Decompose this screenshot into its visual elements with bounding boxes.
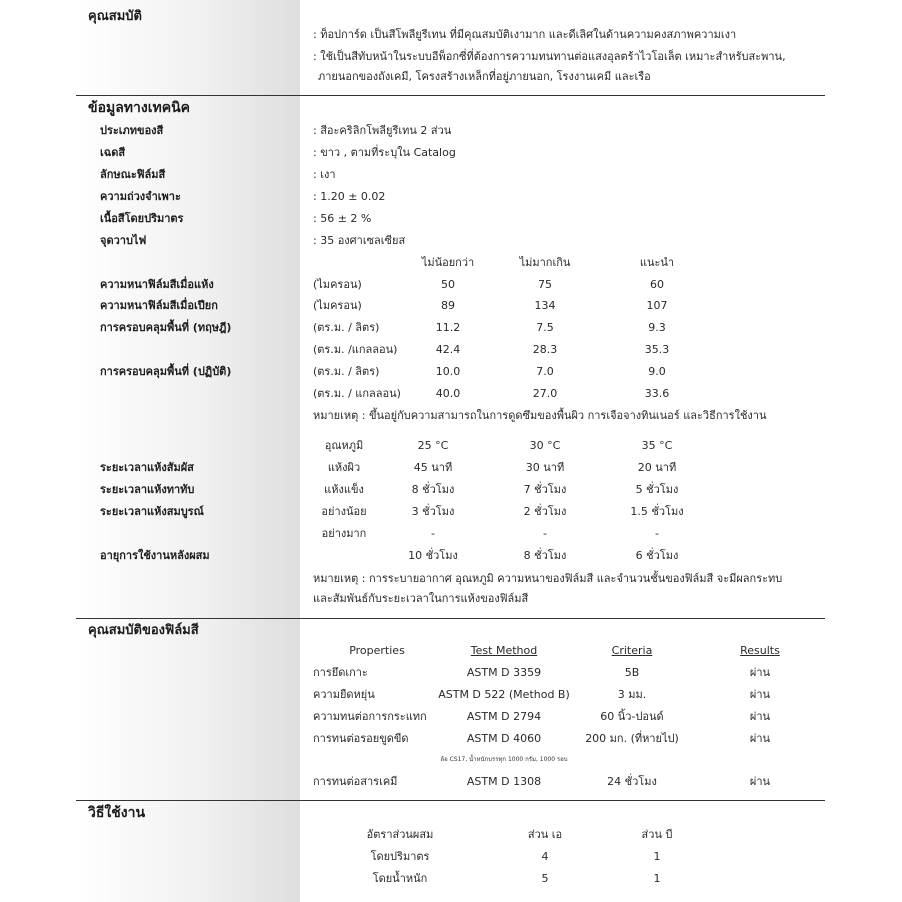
fp-property: การทนต่อรอยขูดขีด bbox=[313, 732, 409, 745]
film-row-value: 11.2 bbox=[435, 321, 461, 334]
film-row-value: 40.0 bbox=[435, 387, 461, 400]
film-row-unit: (ไมครอน) bbox=[313, 278, 362, 291]
dry-row-value: - bbox=[543, 527, 547, 540]
spec-label: ประเภทของสี bbox=[100, 124, 164, 137]
fp-property: การทนต่อสารเคมี bbox=[313, 775, 398, 788]
spec-value: : 35 องศาเซลเซียส bbox=[313, 234, 406, 247]
dry-row-value: - bbox=[431, 527, 435, 540]
fp-property: ความทนต่อการกระแทก bbox=[313, 710, 427, 723]
dry-row-value: 5 ชั่วโมง bbox=[635, 483, 679, 496]
fp-criteria: 60 นิ้ว-ปอนด์ bbox=[600, 710, 664, 723]
film-row-value: 10.0 bbox=[435, 365, 461, 378]
fp-result: ผ่าน bbox=[749, 732, 771, 745]
film-row-value: 50 bbox=[441, 278, 455, 291]
fp-header-results: Results bbox=[740, 644, 780, 657]
film-row-value: 42.4 bbox=[435, 343, 461, 356]
film-row-value: 134 bbox=[534, 299, 556, 312]
fp-method: ASTM D 522 (Method B) bbox=[438, 688, 570, 701]
film-row-value: 7.0 bbox=[536, 365, 554, 378]
film-row-unit: (ตร.ม. / แกลลอน) bbox=[313, 387, 401, 400]
fp-result: ผ่าน bbox=[749, 688, 771, 701]
dry-row-value: 1.5 ชั่วโมง bbox=[630, 505, 684, 518]
fp-method: ASTM D 1308 bbox=[466, 775, 542, 788]
temp-value: 30 °C bbox=[529, 439, 561, 452]
fp-result: ผ่าน bbox=[749, 775, 771, 788]
section-divider bbox=[76, 618, 825, 619]
fp-header-method: Test Method bbox=[470, 644, 538, 657]
spec-label: ความถ่วงจำเพาะ bbox=[100, 190, 181, 203]
spec-value: : 56 ± 2 % bbox=[313, 212, 372, 225]
mix-ratio-label: อัตราส่วนผสม bbox=[366, 828, 434, 841]
pot-life-value: 10 ชั่วโมง bbox=[408, 549, 458, 562]
film-row-value: 27.0 bbox=[532, 387, 558, 400]
spec-value: : ขาว , ตามที่ระบุใน Catalog bbox=[313, 146, 456, 159]
properties-line: : ท็อปการ์ด เป็นสีโพลียูรีเทน ที่มีคุณสมบัติเงามาก และดีเลิศในด้านความคงสภาพความเงา bbox=[313, 28, 737, 41]
dry-row-value: 30 นาที bbox=[525, 461, 565, 474]
section-divider bbox=[76, 800, 825, 801]
properties-line: ภายนอกของถังเคมี, โครงสร้างเหล็กที่อยู่ภายนอก, โรงงานเคมี และเรือ bbox=[318, 70, 651, 83]
dry-row-value: 3 ชั่วโมง bbox=[411, 505, 455, 518]
fp-method: ASTM D 4060 bbox=[466, 732, 542, 745]
drying-note: หมายเหตุ : การระบายอากาศ อุณหภูมิ ความหนาของฟิล์มสี และจำนวนชั้นของฟิล์มสี จะมีผลกระทบ bbox=[313, 572, 783, 585]
film-row-label: การครอบคลุมพื้นที่ (ปฏิบัติ) bbox=[100, 365, 232, 378]
fp-header-properties: Properties bbox=[349, 644, 405, 657]
dry-row-value: 8 ชั่วโมง bbox=[411, 483, 455, 496]
fp-property: ความยืดหยุ่น bbox=[313, 688, 375, 701]
film-row-value: 9.3 bbox=[648, 321, 666, 334]
film-row-value: 75 bbox=[538, 278, 552, 291]
dry-row-sub: แห้งผิว bbox=[327, 461, 361, 474]
coverage-note: หมายเหตุ : ขึ้นอยู่กับความสามารถในการดูดซึมของพื้นผิว การเจือจางทินเนอร์ และวิธีการใช้งาน bbox=[313, 409, 767, 422]
fp-criteria: 200 มก. (ที่หายไป) bbox=[585, 732, 679, 745]
fp-result: ผ่าน bbox=[749, 710, 771, 723]
film-col-header: แนะนำ bbox=[639, 256, 675, 269]
film-row-value: 28.3 bbox=[532, 343, 558, 356]
mix-row-label: โดยน้ำหนัก bbox=[372, 872, 428, 885]
fp-criteria: 5B bbox=[624, 666, 640, 679]
mix-col-b: ส่วน บี bbox=[641, 828, 673, 841]
film-row-value: 107 bbox=[646, 299, 668, 312]
mix-row-a: 5 bbox=[541, 872, 549, 885]
section-divider bbox=[76, 95, 825, 96]
spec-value: : เงา bbox=[313, 168, 336, 181]
mix-row-label: โดยปริมาตร bbox=[370, 850, 430, 863]
properties-title: คุณสมบัติ bbox=[88, 9, 142, 24]
film-col-header: ไม่น้อยกว่า bbox=[421, 256, 475, 269]
fp-method: ASTM D 2794 bbox=[466, 710, 542, 723]
dry-row-value: 45 นาที bbox=[413, 461, 453, 474]
fp-property: การยึดเกาะ bbox=[313, 666, 368, 679]
spec-value: : 1.20 ± 0.02 bbox=[313, 190, 386, 203]
film-row-unit: (ตร.ม. / ลิตร) bbox=[313, 321, 380, 334]
film-row-value: 9.0 bbox=[648, 365, 666, 378]
dry-row-sub: แห้งแข็ง bbox=[324, 483, 364, 496]
mix-row-b: 1 bbox=[653, 872, 661, 885]
technical-title: ข้อมูลทางเทคนิค bbox=[88, 100, 191, 116]
film-row-value: 33.6 bbox=[644, 387, 670, 400]
film-col-header: ไม่มากเกิน bbox=[519, 256, 571, 269]
dry-row-label: ระยะเวลาแห้งสมบูรณ์ bbox=[100, 505, 204, 518]
pot-life-value: 8 ชั่วโมง bbox=[523, 549, 567, 562]
drying-note: และสัมพันธ์กับระยะเวลาในการแห้งของฟิล์มสี bbox=[313, 592, 529, 605]
fp-header-criteria: Criteria bbox=[611, 644, 653, 657]
spec-label: ลักษณะฟิล์มสี bbox=[100, 168, 166, 181]
dry-row-value: 20 นาที bbox=[637, 461, 677, 474]
fp-criteria: 3 มม. bbox=[617, 688, 647, 701]
fp-method: ASTM D 3359 bbox=[466, 666, 542, 679]
properties-line: : ใช้เป็นสีทับหน้าในระบบอีพ็อกซี่ที่ต้องการความทนทานต่อแสงอุลตร้าไวโอเล็ต เหมาะสำหรับสะพาน, bbox=[313, 50, 786, 63]
spec-label: เฉดสี bbox=[100, 146, 126, 159]
temp-label: อุณหภูมิ bbox=[324, 439, 364, 452]
dry-row-value: - bbox=[655, 527, 659, 540]
film-row-unit: (ตร.ม. /แกลลอน) bbox=[313, 343, 398, 356]
film-row-value: 89 bbox=[441, 299, 455, 312]
dry-row-value: 7 ชั่วโมง bbox=[523, 483, 567, 496]
fp-result: ผ่าน bbox=[749, 666, 771, 679]
spec-label: เนื้อสีโดยปริมาตร bbox=[100, 212, 184, 225]
mix-row-a: 4 bbox=[541, 850, 549, 863]
film-row-label: ความหนาฟิล์มสีเมื่อแห้ง bbox=[100, 278, 214, 291]
mix-row-b: 1 bbox=[653, 850, 661, 863]
dry-row-value: 2 ชั่วโมง bbox=[523, 505, 567, 518]
pot-life-label: อายุการใช้งานหลังผสม bbox=[100, 549, 210, 562]
film-properties-title: คุณสมบัติของฟิล์มสี bbox=[88, 623, 199, 638]
fp-criteria: 24 ชั่วโมง bbox=[607, 775, 657, 788]
film-row-value: 7.5 bbox=[536, 321, 554, 334]
film-row-value: 60 bbox=[650, 278, 664, 291]
temp-value: 25 °C bbox=[417, 439, 449, 452]
dry-row-label: ระยะเวลาแห้งสัมผัส bbox=[100, 461, 194, 474]
film-row-label: การครอบคลุมพื้นที่ (ทฤษฎี) bbox=[100, 321, 232, 334]
dry-row-label: ระยะเวลาแห้งทาทับ bbox=[100, 483, 195, 496]
usage-title: วิธีใช้งาน bbox=[88, 805, 146, 821]
temp-value: 35 °C bbox=[641, 439, 673, 452]
mix-col-a: ส่วน เอ bbox=[527, 828, 563, 841]
abrasion-note: ล้อ CS17, น้ำหนักบรรทุก 1000 กรัม, 1000 รอบ bbox=[440, 756, 568, 763]
spec-value: : สีอะคริลิกโพลียูรีเทน 2 ส่วน bbox=[313, 124, 452, 137]
pot-life-value: 6 ชั่วโมง bbox=[635, 549, 679, 562]
spec-label: จุดวาบไฟ bbox=[100, 234, 147, 247]
film-row-label: ความหนาฟิล์มสีเมื่อเปียก bbox=[100, 299, 218, 312]
dry-row-sub: อย่างมาก bbox=[321, 527, 367, 540]
film-row-value: 35.3 bbox=[644, 343, 670, 356]
film-row-unit: (ไมครอน) bbox=[313, 299, 362, 312]
film-row-unit: (ตร.ม. / ลิตร) bbox=[313, 365, 380, 378]
dry-row-sub: อย่างน้อย bbox=[321, 505, 367, 518]
